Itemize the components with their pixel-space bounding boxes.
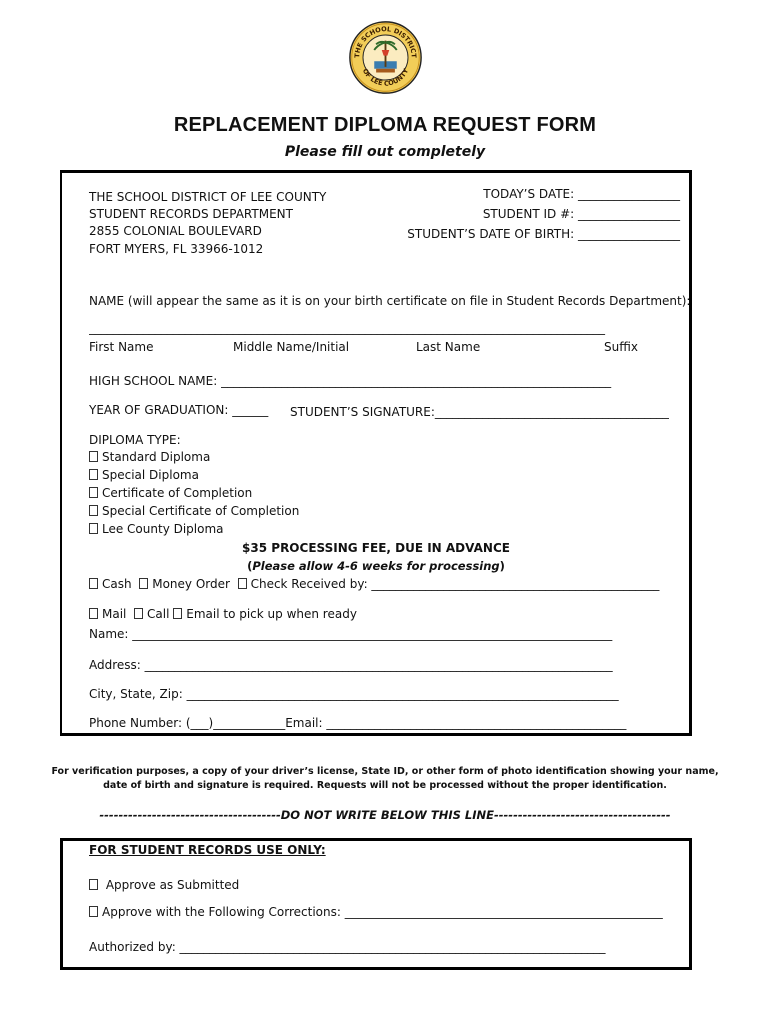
checkbox-icon [173,608,182,619]
checkbox-icon [134,608,143,619]
first-name-label: First Name [89,340,154,354]
payment-check-option[interactable]: Check Received by: ________________________________________________ [238,577,660,591]
address-line-3: 2855 COLONIAL BOULEVARD [89,224,262,238]
approve-as-submitted-option[interactable]: Approve as Submitted [89,878,239,892]
suffix-label: Suffix [604,340,638,354]
checkbox-icon [89,487,98,498]
verification-note-line-2: date of birth and signature is required. Requests will not be processed without the proper identification. [103,780,667,791]
form-subtitle: Please fill out completely [284,144,486,160]
payment-options [89,577,677,591]
middle-name-label: Middle Name/Initial [233,340,350,354]
checkbox-icon [89,469,98,480]
payment-money-order-option[interactable]: Money Order [139,577,230,591]
address-line-1: THE SCHOOL DISTRICT OF LEE COUNTY [89,190,327,204]
contact-name-field[interactable]: Name: ________________________________________________________________________________ [89,627,613,641]
name-input-line[interactable]: ______________________________________________________________________________________ [89,321,605,335]
date-of-birth-field[interactable]: STUDENT’S DATE OF BIRTH: _________________ [407,227,680,241]
diploma-option-standard[interactable]: Standard Diploma [89,450,210,464]
delivery-call-option[interactable]: Call [134,607,169,621]
diploma-option-lee-county[interactable]: Lee County Diploma [89,522,224,536]
district-seal-logo [348,20,423,95]
checkbox-icon [89,906,98,917]
address-line-2: STUDENT RECORDS DEPARTMENT [89,207,293,221]
checkbox-icon [89,578,98,589]
checkbox-icon [89,608,98,619]
diploma-option-special-certificate[interactable]: Special Certificate of Completion [89,504,299,518]
do-not-write-divider: --------------------------------------DO NOT WRITE BELOW THIS LINE------------------------------------- [99,808,671,822]
authorized-by-field[interactable]: Authorized by: _______________________________________________________________________ [89,940,606,954]
contact-address-field[interactable]: Address: ______________________________________________________________________________ [89,658,613,672]
diploma-option-special[interactable]: Special Diploma [89,468,199,482]
form-title: REPLACEMENT DIPLOMA REQUEST FORM [173,114,597,136]
svg-text:OF LEE COUNTY: OF LEE COUNTY [360,67,411,88]
checkbox-icon [89,505,98,516]
contact-city-field[interactable]: City, State, Zip: ________________________________________________________________________ [89,687,619,701]
high-school-field[interactable]: HIGH SCHOOL NAME: _________________________________________________________________ [89,374,612,388]
student-id-field[interactable]: STUDENT ID #: _________________ [482,207,680,221]
graduation-year-field[interactable]: YEAR OF GRADUATION: ______ [89,403,269,417]
checkbox-icon [89,879,98,890]
diploma-option-certificate[interactable]: Certificate of Completion [89,486,252,500]
approve-with-corrections-option[interactable]: Approve with the Following Corrections: _____________________________________________________ [89,905,677,919]
delivery-mail-option[interactable]: Mail [89,607,126,621]
name-instructions: NAME (will appear the same as it is on your birth certificate on file in Student Records Department): [89,294,691,308]
checkbox-icon [238,578,247,589]
delivery-options [89,607,357,621]
checkbox-icon [89,451,98,462]
payment-cash-option[interactable]: Cash [89,577,132,591]
checkbox-icon [89,523,98,534]
last-name-label: Last Name [416,340,481,354]
diploma-type-label: DIPLOMA TYPE: [89,433,181,447]
checkbox-icon [139,578,148,589]
verification-note-line-1: For verification purposes, a copy of your driver’s license, State ID, or other form of photo identification showing your name, [51,766,719,777]
processing-fee-title: $35 PROCESSING FEE, DUE IN ADVANCE [242,541,510,555]
todays-date-field[interactable]: TODAY’S DATE: _________________ [483,187,680,201]
address-line-4: FORT MYERS, FL 33966-1012 [89,242,264,256]
delivery-email-option[interactable]: Email to pick up when ready [173,607,357,621]
records-use-title: FOR STUDENT RECORDS USE ONLY: [89,843,326,857]
student-signature-field[interactable]: STUDENT’S SIGNATURE:_______________________________________ [290,405,669,419]
contact-phone-email-field[interactable]: Phone Number: (___)____________Email: __________________________________________________ [89,716,627,730]
processing-time-note: (Please allow 4-6 weeks for processing) [247,559,505,573]
svg-text:THE SCHOOL DISTRICT: THE SCHOOL DISTRICT [353,25,418,59]
